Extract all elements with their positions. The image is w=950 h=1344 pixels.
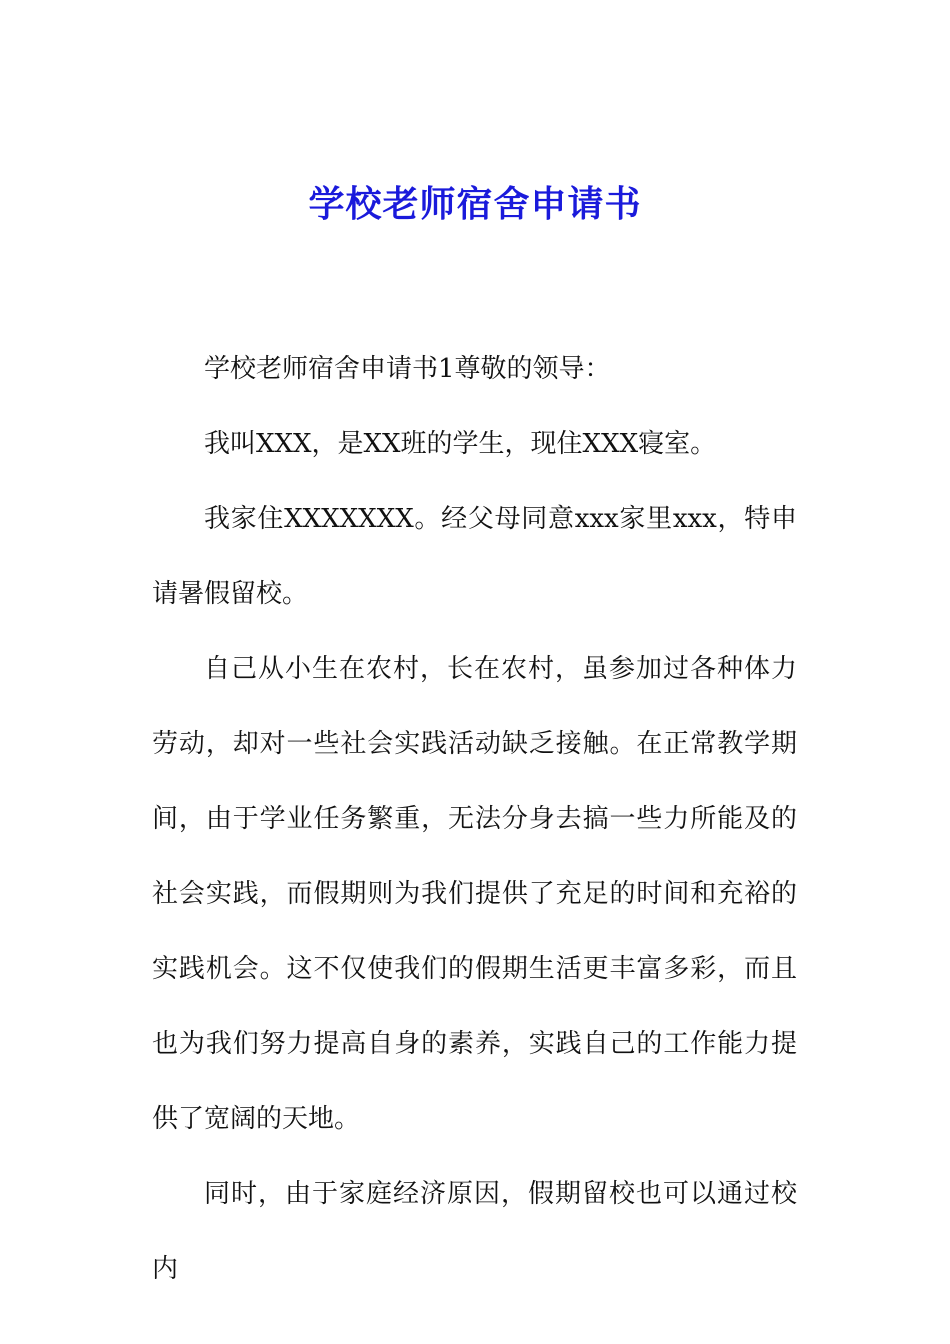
document-body	[152, 332, 797, 1307]
paragraph-reason-practice: 自己从小生在农村，长在农村，虽参加过各种体力劳动，却对一些社会实践活动缺乏接触。在正常教学期间，由于学业任务繁重，无法分身去搞一些力所能及的社会实践，而假期则为我们提供了充足的时间和充裕的实践机会。这不仅使我们的假期生活更丰富多彩，而且也为我们努力提高自身的素养，实践自己的工作能力提供了宽阔的天地。	[152, 654, 797, 1134]
paragraph-request: 我家住XXXXXXX。经父母同意xxx家里xxx，特申请暑假留校。	[152, 504, 797, 609]
paragraph-salutation: 学校老师宿舍申请书1尊敬的领导：	[204, 354, 611, 384]
paragraph-reason-economic: 同时，由于家庭经济原因，假期留校也可以通过校内	[152, 1179, 797, 1284]
document-title: 学校老师宿舍申请书	[308, 183, 642, 225]
paragraph-introduction: 我叫XXX，是XX班的学生，现住XXX寝室。	[204, 429, 717, 459]
